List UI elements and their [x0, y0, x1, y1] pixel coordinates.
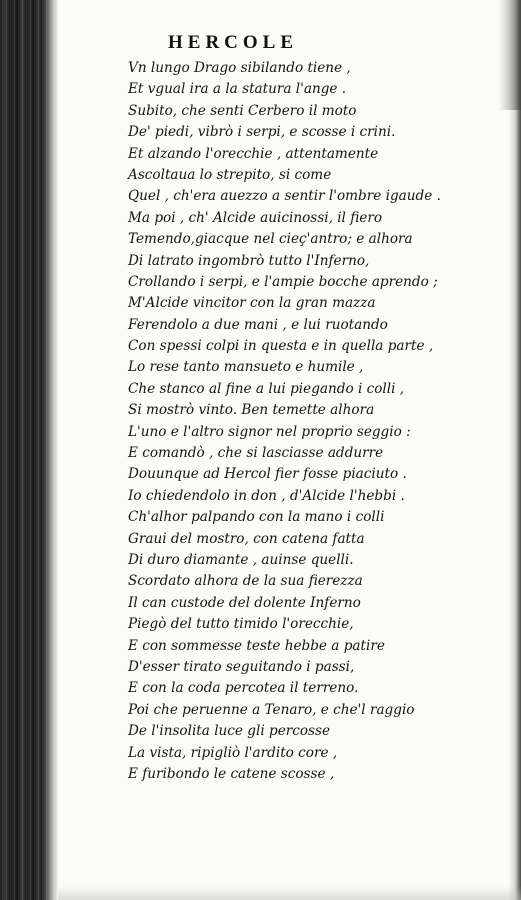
bottom-page-shadow: [58, 886, 521, 900]
verse-line: Ch'alhor palpando con la mano i colli: [128, 509, 385, 526]
verse-line: Il can custode del dolente Inferno: [128, 594, 361, 611]
verse-line: Scordato alhora de la sua fierezza: [128, 573, 363, 590]
verse-line: Piegò del tutto timido l'orecchie,: [128, 616, 354, 633]
verse-line: Douunque ad Hercol fier fosse piaciuto .: [128, 466, 407, 483]
verse-line: Ascoltaua lo strepito, si come: [128, 166, 332, 183]
verse-line: E furibondo le catene scosse ,: [128, 765, 335, 782]
verse-line: Vn lungo Drago sibilando tiene ,: [128, 60, 351, 76]
verse-line: Et vgual ira a la statura l'ange .: [128, 81, 347, 98]
verse-line: Crollando i serpi, e l'ampie bocche aprendo ;: [128, 273, 438, 290]
verse-line: De' piedi, vibrò i serpi, e scosse i crini.: [128, 124, 396, 141]
verse-line: D'esser tirato seguitando i passi,: [128, 658, 355, 675]
verse-line: Che stanco al fine a lui piegando i colli ,: [128, 380, 405, 397]
verse-line: Quel , ch'era auezzo a sentir l'ombre igaude .: [128, 188, 441, 205]
right-page-shadow: [499, 0, 521, 110]
verse-line: Temendo,giacque nel cieç'antro; e alhora: [128, 231, 413, 248]
verse-line: Con spessi colpi in questa e in quella parte ,: [128, 338, 434, 355]
verse-line: Si mostrò vinto. Ben temette alhora: [128, 402, 375, 419]
verse-line: De l'insolita luce gli percosse: [128, 723, 331, 740]
verse-line: E con sommesse teste hebbe a patire: [128, 637, 385, 654]
verse-line: Ma poi , ch' Alcide auicinossi, il fiero: [128, 209, 383, 226]
page-edges: [2, 0, 52, 900]
right-page-edge: [509, 0, 521, 900]
verse-line: Di latrato ingombrò tutto l'Inferno,: [128, 252, 370, 269]
verse-text: [128, 58, 498, 785]
verse-line: Graui del mostro, con catena fatta: [128, 530, 365, 547]
verse-line: Subito, che senti Cerbero il moto: [128, 102, 357, 119]
verse-line: Di duro diamante , auinse quelli.: [128, 551, 354, 568]
verse-line: Io chiedendolo in don , d'Alcide l'hebbi .: [128, 487, 405, 504]
verse-line: Lo rese tanto mansueto e humile ,: [128, 359, 364, 376]
verse-line: L'uno e l'altro signor nel proprio seggio :: [128, 423, 411, 440]
verse-line: La vista, ripigliò l'ardito core ,: [128, 744, 338, 761]
verse-line: Et alzando l'orecchie , attentamente: [128, 145, 379, 162]
verse-line: Ferendolo a due mani , e lui ruotando: [128, 316, 388, 333]
running-head: HERCOLE: [168, 32, 299, 53]
verse-line: M'Alcide vincitor con la gran mazza: [128, 295, 376, 312]
verse-line: Poi che peruenne a Tenaro, e che'l raggio: [128, 701, 415, 718]
verse-line: E comandò , che si lasciasse addurre: [128, 445, 384, 462]
verse-line: E con la coda percotea il terreno.: [128, 680, 359, 697]
